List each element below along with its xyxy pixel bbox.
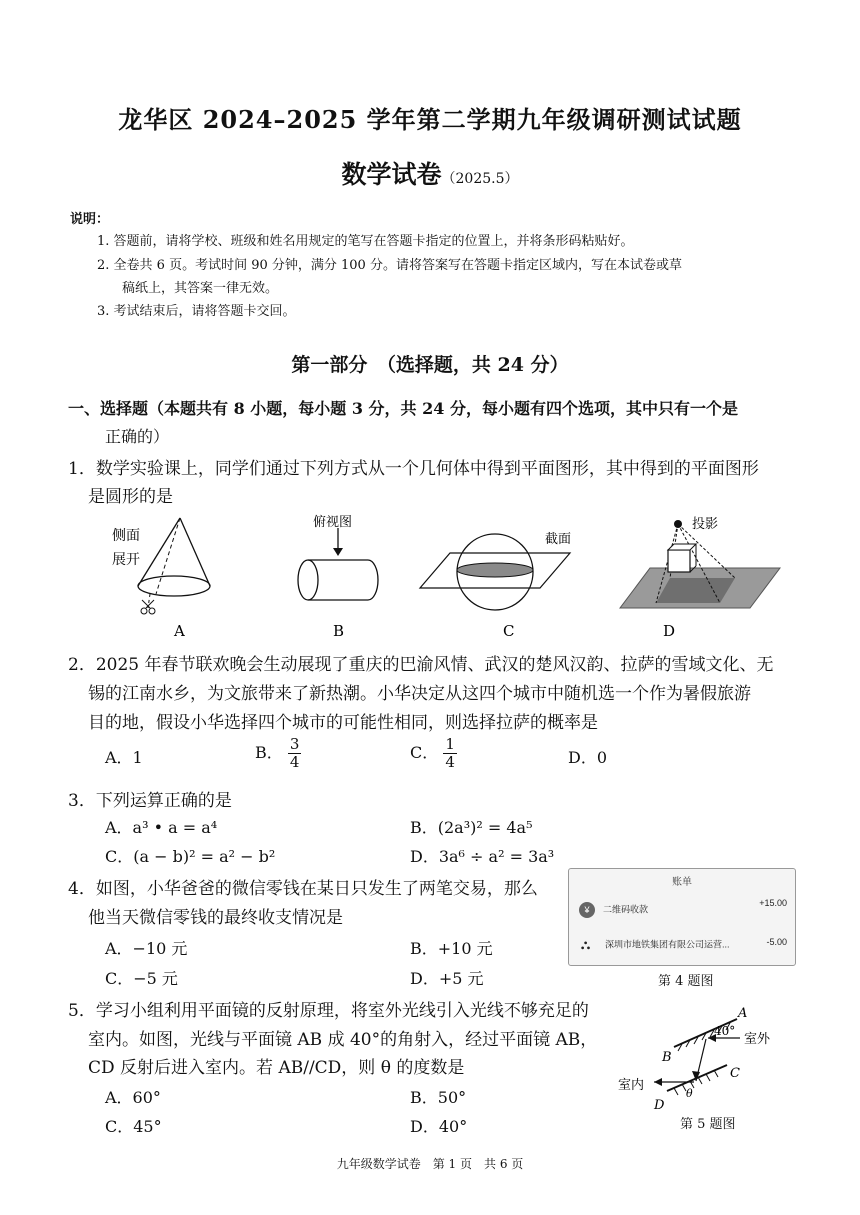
ledger-row1-amount: +15.00 — [759, 898, 787, 908]
fig-c-label: 截面 — [545, 532, 572, 547]
q3-stem: 3．下列运算正确的是 — [68, 791, 232, 811]
q5-line1: 5．学习小组利用平面镜的反射原理，将室外光线引入光线不够充足的 — [68, 1001, 589, 1021]
section-one-instructions — [68, 396, 738, 419]
theta-label: θ — [686, 1087, 693, 1100]
coin-icon: ¥ — [579, 902, 595, 918]
q2-option-a: A．1 — [105, 748, 143, 767]
outdoor-label: 室外 — [744, 1032, 771, 1047]
q3-option-b: B．(2a³)² = 4a⁵ — [410, 818, 533, 837]
q2-option-c-fraction — [443, 736, 457, 771]
wechat-ledger-screenshot — [568, 868, 796, 966]
fig-a-label-2: 展开 — [112, 552, 140, 568]
subject-name: 数学试卷 — [341, 160, 442, 189]
point-c-label: C — [730, 1066, 740, 1081]
q2-option-c — [410, 736, 457, 771]
q4-line2: 他当天微信零钱的最终收支情况是 — [88, 908, 343, 928]
angle-40-label: 40° — [714, 1024, 736, 1038]
q5-option-b: B．50° — [410, 1088, 467, 1107]
ledger-row-income — [579, 898, 787, 918]
q2-option-b-numerator: 3 — [289, 735, 300, 753]
page-footer: 九年级数学试卷 第 1 页 共 6 页 — [336, 1157, 524, 1171]
q5-figure-caption: 第 5 题图 — [680, 1117, 736, 1132]
q4-option-a: A．−10 元 — [105, 939, 188, 958]
q2-option-b-label: B． — [255, 743, 283, 762]
q3-option-c: C．(a − b)² = a² − b² — [105, 847, 276, 866]
cone-figure — [138, 518, 210, 614]
exam-title: 龙华区 2024–2025 学年第二学期九年级调研测试试题 — [118, 105, 742, 134]
option-d-label: D — [663, 622, 676, 640]
q2-option-c-numerator: 1 — [445, 735, 455, 753]
q3-option-d: D．3a⁶ ÷ a² = 3a³ — [410, 847, 555, 866]
q2-option-d: D．0 — [568, 748, 608, 767]
note-item-3: 3. 考试结束后，请将答题卡交回。 — [97, 304, 296, 319]
q1-line2: 是圆形的是 — [88, 487, 173, 507]
fig-d-label: 投影 — [692, 517, 719, 532]
notes-label: 说明： — [70, 212, 110, 227]
section-one-line1: 一、选择题（本题共有 8 小题，每小题 3 分，共 24 分，每小题有四个选项，其中只有一个是 — [68, 399, 738, 418]
projection-figure — [620, 520, 780, 608]
fig-a-label-1: 侧面 — [112, 528, 140, 544]
q5-option-a: A．60° — [105, 1088, 161, 1107]
part-one-heading: 第一部分 （选择题，共 24 分） — [291, 354, 569, 376]
q2-option-c-denominator: 4 — [445, 753, 455, 771]
mirror-figure — [612, 1005, 792, 1115]
option-c-label: C — [503, 622, 515, 640]
q1-figures — [90, 508, 790, 643]
q3-option-a: A．a³ • a = a⁴ — [105, 818, 218, 837]
q5-option-c: C．45° — [105, 1117, 162, 1136]
q5-option-d: D．40° — [410, 1117, 468, 1136]
q2-line3: 目的地，假设小华选择四个城市的可能性相同，则选择拉萨的概率是 — [88, 713, 598, 733]
ledger-row2-amount: -5.00 — [766, 937, 787, 947]
q2-option-b-fraction — [288, 736, 302, 771]
ledger-title: 账单 — [672, 877, 692, 888]
point-a-label: A — [738, 1006, 748, 1021]
q2-option-b-denominator: 4 — [289, 753, 300, 771]
ledger-row-expense — [579, 937, 787, 953]
q5-line2: 室内。如图，光线与平面镜 AB 成 40°的角射入，经过平面镜 AB， — [88, 1030, 598, 1050]
exam-date: （2025.5） — [441, 171, 519, 187]
note-item-2: 2. 全卷共 6 页。考试时间 90 分钟，满分 100 分。请将答案写在答题卡指定区域内，写在本试卷或草 — [97, 258, 682, 273]
ledger-row2-name: 深圳市地铁集团有限公司运营... — [605, 939, 730, 950]
point-d-label: D — [654, 1098, 665, 1113]
option-a-label: A — [174, 622, 185, 640]
q2-line2: 锡的江南水乡，为文旅带来了新热潮。小华决定从这四个城市中随机选一个作为暑假旅游 — [88, 684, 751, 704]
q4-option-b: B．+10 元 — [410, 939, 493, 958]
q2-option-c-label: C． — [410, 743, 439, 762]
cylinder-figure — [298, 528, 378, 600]
q5-line3: CD 反射后进入室内。若 AB//CD，则 θ 的度数是 — [88, 1058, 465, 1078]
section-one-line2: 正确的） — [105, 427, 170, 446]
metro-logo-icon: ⛬ — [581, 937, 591, 952]
q4-option-d: D．+5 元 — [410, 969, 484, 988]
q4-figure-caption: 第 4 题图 — [658, 974, 714, 989]
q2-line1: 2．2025 年春节联欢晚会生动展现了重庆的巴渝风情、武汉的楚风汉韵、拉萨的雪域文化、无 — [68, 655, 774, 675]
point-b-label: B — [662, 1050, 672, 1065]
q4-line1: 4．如图，小华爸爸的微信零钱在某日只发生了两笔交易，那么 — [68, 879, 538, 899]
indoor-label: 室内 — [618, 1078, 645, 1093]
q2-option-b — [255, 736, 301, 771]
fig-b-label: 俯视图 — [313, 515, 353, 530]
q4-option-c: C．−5 元 — [105, 969, 178, 988]
option-b-label: B — [333, 622, 345, 640]
exam-subtitle — [0, 155, 860, 191]
q1-line1: 1．数学实验课上，同学们通过下列方式从一个几何体中得到平面图形，其中得到的平面图形 — [68, 459, 759, 479]
note-item-1: 1. 答题前，请将学校、班级和姓名用规定的笔写在答题卡指定的位置上，并将条形码粘贴好。 — [97, 234, 634, 249]
note-item-2-cont: 稿纸上，其答案一律无效。 — [122, 281, 279, 296]
ledger-row1-name: 二维码收款 — [603, 904, 649, 915]
